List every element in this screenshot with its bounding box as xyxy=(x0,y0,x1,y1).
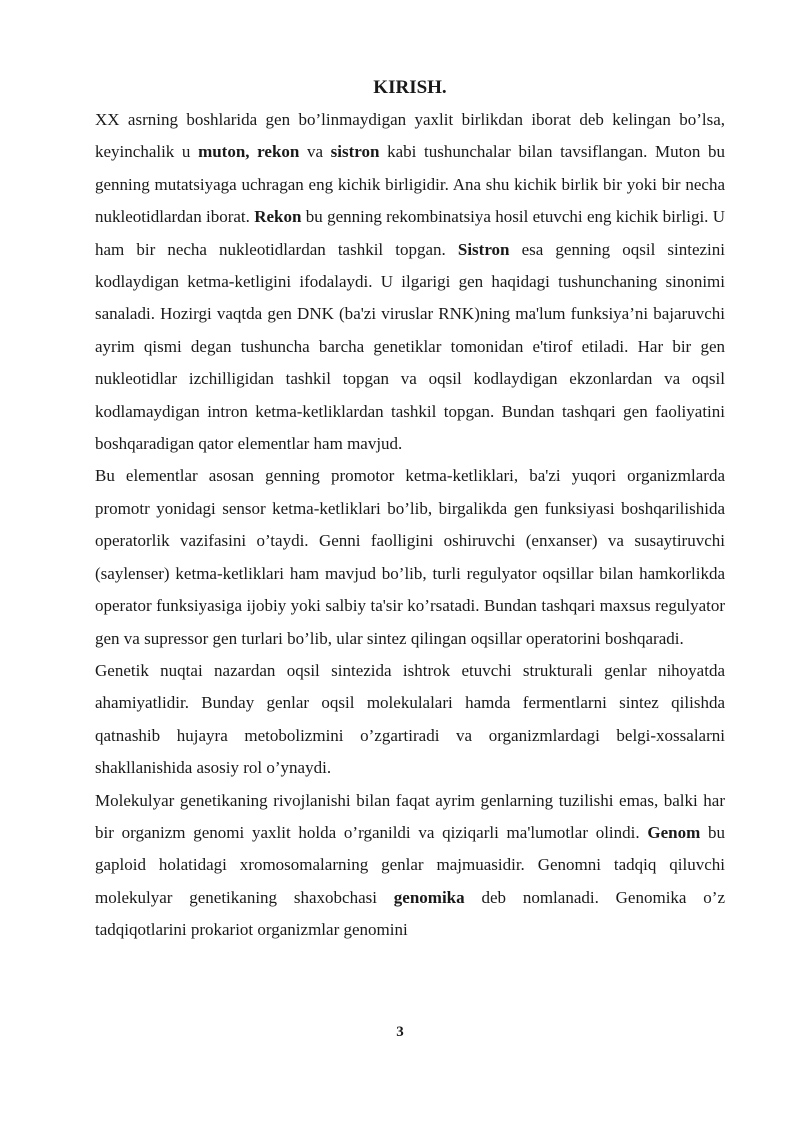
text-run: deb nomlanadi. Genomika o’z tadqiqotlarini prokariot organizmlar genomini xyxy=(95,887,726,940)
page-title: KIRISH. xyxy=(373,77,447,98)
text-run: Genetik nuqtai nazardan oqsil sintezida ishtrok etuvchi strukturali genlar nihoyatda ahamiyatlidir. Bunday genlar oqsil molekulalari hamda fermentlarni sintez qilishda qatnashib hujayra metobolizmini o’zgartiradi va organizmlardagi belgi-xossalarni shakllanishida asosiy rol o’ynaydi. xyxy=(95,660,725,778)
text-run: esa genning oqsil sintezini kodlaydigan ketma-ketligini ifodalaydi. U ilgarigi gen haqidagi tushunchaning sinonimi sanaladi. Hozirgi vaqtda gen DNK (ba'zi viruslar RNK)ning ma'lum funksiya’ni bajaruvchi ayrim qismi degan tushuncha barcha genetiklar tomonidan e'tirof etiladi. Har bir gen nukleotidlar izchilligidan tashkil topgan va oqsil kodlaydigan ekzonlardan va oqsil kodlamaydigan intron ketma-ketliklardan tashkil topgan. Bundan tashqari gen faoliyatini boshqaradigan qator elementlar ham mavjud. xyxy=(95,239,726,454)
bold-term: Rekon xyxy=(254,207,302,227)
text-run: va xyxy=(299,142,331,162)
bold-term: muton, rekon xyxy=(198,142,300,162)
bold-term: sistron xyxy=(330,142,380,162)
bold-term: genomika xyxy=(393,887,465,907)
paragraph xyxy=(95,460,725,654)
text-run: Bu elementlar asosan genning promotor ketma-ketliklari, ba'zi yuqori organizmlarda promotr yonidagi sensor ketma-ketliklari bo’lib, birgalikda gen funksiyasi boshqarilishida operatorlik vazifasini o’taydi. Genni faolligini oshiruvchi (enxanser) va susaytiruvchi (saylenser) ketma-ketliklari ham mavjud bo’lib, turli regulyator oqsillar bilan hamkorlikda operator funksiyasiga ijobiy yoki salbiy ta'sir ko’rsatadi. Bundan tashqari maxsus regulyator gen va supressor gen turlari bo’lib, ular sintez qilingan oqsillar operatorini boshqaradi. xyxy=(95,466,725,648)
text-run: bu genning rekombinatsiya hosil etuvchi eng kichik birligi. U ham bir necha nukleotidlardan tashkil topgan. xyxy=(95,207,726,259)
text-run: XX asrning boshlarida gen bo’linmaydigan yaxlit birlikdan iborat deb kelingan bo’lsa, keyinchalik u xyxy=(95,110,725,162)
text-run: bu gaploid holatidagi xromosomalarning genlar majmuasidir. Genomni tadqiq qiluvchi molekulyar genetikaning shaxobchasi xyxy=(95,822,725,907)
paragraph xyxy=(95,655,725,785)
text-run: Molekulyar genetikaning rivojlanishi bilan faqat ayrim genlarning tuzilishi emas, balki har bir organizm genomi yaxlit holda o’rganildi va qiziqarli ma'lumotlar olindi. xyxy=(95,790,725,842)
paragraphs-container xyxy=(95,104,725,947)
bold-term: Genom xyxy=(647,822,701,842)
paragraph xyxy=(95,104,725,460)
text-run: kabi tushunchalar bilan tavsiflangan. Muton bu genning mutatsiyaga uchragan eng kichik birligidir. Ana shu kichik birlik bir yoki bir necha nukleotidlardan iborat. xyxy=(95,142,725,227)
bold-term: Sistron xyxy=(457,239,510,259)
page-number: 3 xyxy=(396,1024,404,1040)
paragraph xyxy=(95,785,725,947)
page-body xyxy=(95,74,725,947)
